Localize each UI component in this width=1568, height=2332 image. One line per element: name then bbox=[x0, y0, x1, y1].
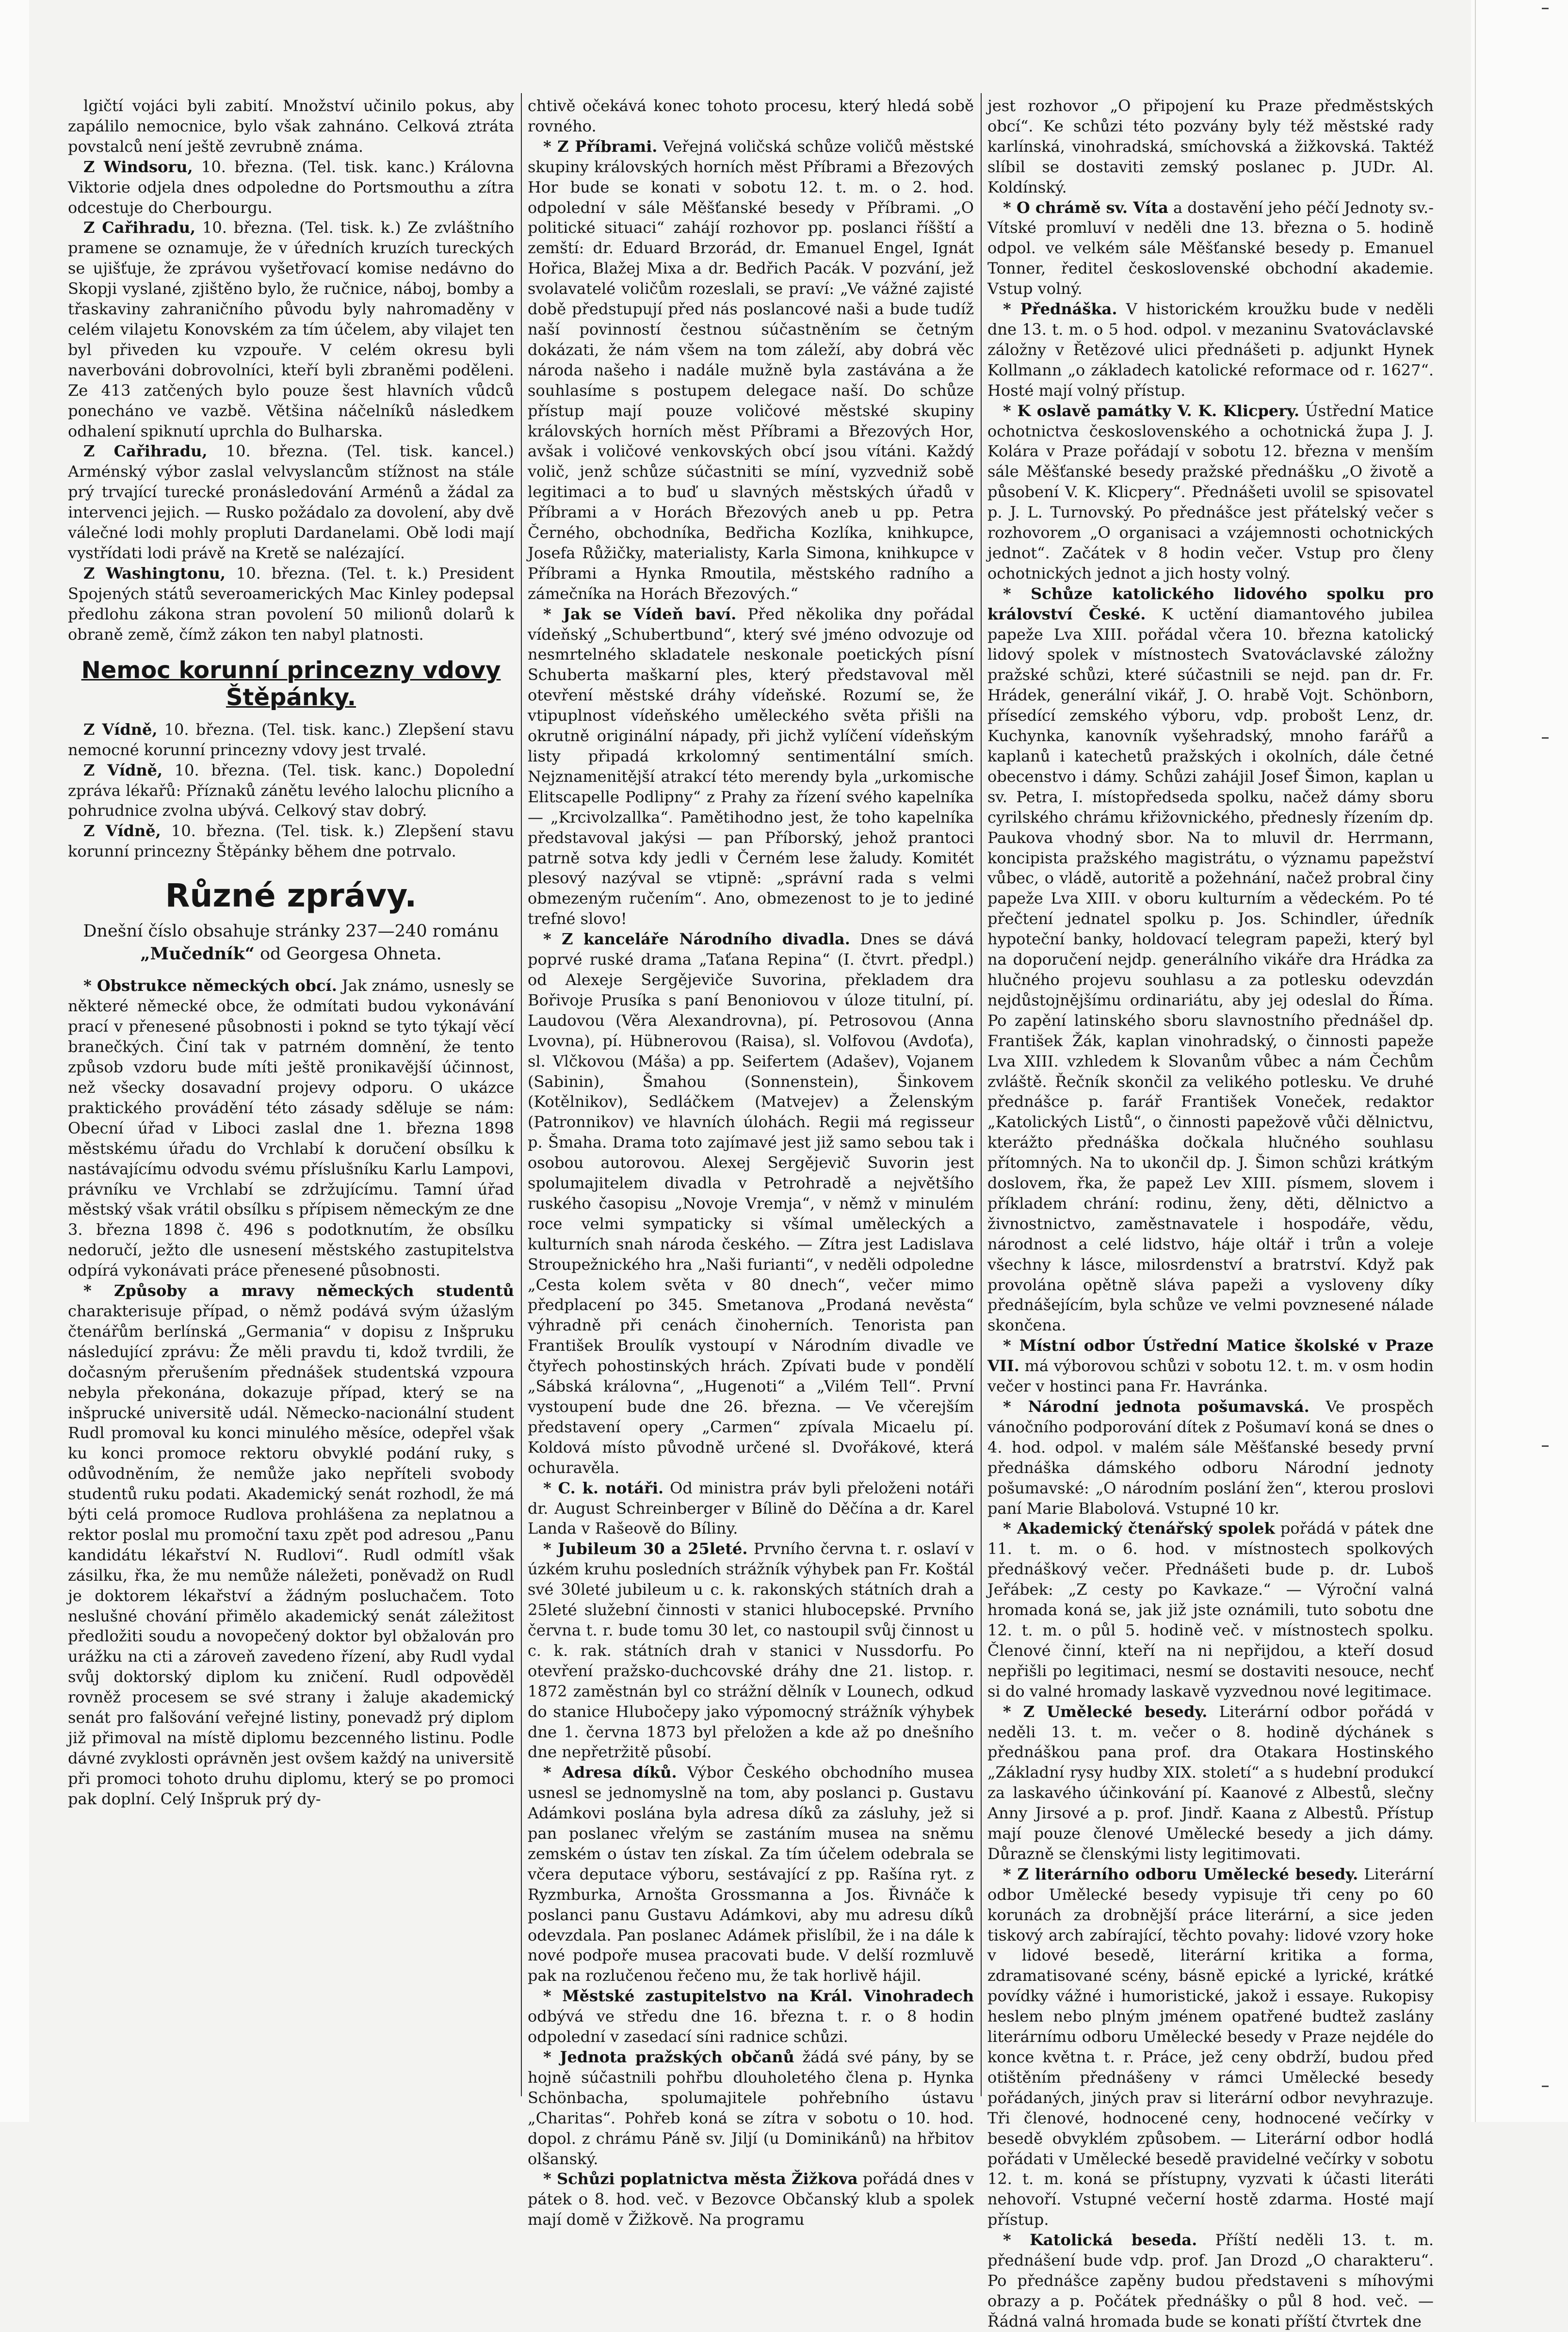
article-lead: Z Cařihradu, bbox=[83, 218, 196, 237]
article-text: Dnes se dává poprvé ruské drama „Taťana Repina“ (I. čtvrt. předpl.) od Alexeje Sergějeviče Suvorina, překladem dra Bořivoje Prusíka s paní Benoniovou v úloze titulní, pí. Laudovou (Věra Alexandrovna), pí. Petrosovou (Anna Lvovna), pí. Hübnerovou (Raisa), sl. Volfovou (Avdoťa), sl. Vlčkovou (Máša) a pp. Seifertem (Adašev), Vojanem (Sabinin), Šmahou (Sonnenstein), Šinkovem (Kotělnikov), Sedláčkem (Matvejev) a Želenským (Patronnikov) ve hlavních úlohách. Regii má regisseur p. Šmaha. Drama toto zajímavé jest již samo sebou tak i osobou autorovou. Alexej Sergějevič Suvorin jest spolumajitelem divadla v Petrohradě a největšího ruského časopisu „Novoje Vremja“, v němž v minulém roce velmi sympaticky si všímal uměleckých a kulturních snah národa českého. — Zítra jest Ladislava Stroupežnického hra „Naši furianti“, v neděli odpoledne „Cesta kolem světa v 80 dnech“, večer mimo předplacení po 345. Smetanova „Prodaná nevěsta“ výhradně při cenách činoherních. Tenoristа pan František Broulík vystoupí v Národním divadle ve čtyřech pohostinských hrách. Zpívati bude v pondělí „Sábská královna“, „Hugenoti“ a „Vilém Tell“. První vystoupení bude dne 26. března. — Ve včerejším představení opery „Carmen“ zpívala Micaelu pí. Koldová místo původně určené sl. Dvořákové, která ochuravěla. bbox=[528, 930, 974, 1477]
article-text: 10. března. (Tel. tisk. k.) Zlepšení stavu korunní princezny Štěpánky během dne potrvalo. bbox=[68, 822, 515, 861]
article-text: Od ministra práv byli přeloženi notáři dr. August Schreinberger v Bílině do Děčína a dr. Karel Landa v Rašeově do Bíliny. bbox=[528, 1478, 974, 1538]
article-text: Ve prospěch vánočního podporování dítek z Pošumaví koná se dnes o 4. hod. odpol. v malém sále Měšťanské besedy první přednáška dámského odboru Národní jednoty pošumavské: „O národním poslání žen“, kterou proslovi paní Marie Blabolová. Vstupné 10 kr. bbox=[987, 1397, 1434, 1518]
article-lead: Z Washingtonu, bbox=[83, 564, 226, 583]
edge-mark bbox=[1542, 8, 1549, 9]
article-lead: * Z literárního odboru Umělecké besedy. bbox=[1003, 1864, 1358, 1883]
article-text: K uctění diamantového jubilea papeže Lva XIII. pořádal včera 10. března katolický lidový spolek v místnostech Svatováclavské záložny pražské schůzi, které súčastnili se nejd. pan dr. Fr. Hrádek, generální vikář, J. O. hrabě Vojt. Schönborn, přísedící zemského výboru, vdp. probošt Lenz, dr. Kuchynka, kanovník vyšehradský, mnoho farářů a kaplanů i katechetů pražských i okolních, dále četné obecenstvo i dámy. Schůzi zahájil Josef Šimon, kaplan u sv. Petra, I. místopředseda spolku, načež dámy sboru cyrilského chrámu křižovnického, přednesly řízením dp. Paukova vhodný sbor. Na to mluvil dr. Herrmann, koncipista pražského magistrátu, o významu papežství vůbec, o vládě, autoritě a požehnání, načež probral činy papeže Lva XIII. v oboru kulturním a vědeckém. Po té přečtení jednatel spolku p. Jos. Schindler, úředník hypoteční banky, holdovací telegram papeži, který byl na doporučení nejdp. generálního vikáře dra Hrádka za hlučného projevu souhlasu a za potlesku odevzdán nejdůstojnějšímu ordinariátu, aby jej odeslal do Říma. Po zapění latinského sboru slavnostního přednášel dp. František Žák, kaplan vinohradský, o činnosti papeže Lva XIII. vzhledem k Slovanům vůbec a nám Čechům zvláště. Řečník skončil za velikého potlesku. Ve druhé přednášce p. farář František Voneček, redaktor „Katolických Listů“, o činnosti papežově vůči dělnictvu, kterážto přednáška dočkala hlučného souhlasu přítomných. Na to ukončil dp. J. Šimon schůzi krátkým doslovem, řka, že papež Lev XIII. písmem, slovem i příkladem chrání: rodinu, ženy, děti, dělnictvo a živnostnictvo, zaměstnavatele i hospodáře, vědu, národnost a celé lidstvo, háje oltář i trůn a voleje všechny k lásce, milosrdenství a bratrství. Když pak provolána opětně sláva papeži a vysloveny díky přednášejícím, byla schůze ve velmi povznesené nálade skončena. bbox=[987, 604, 1434, 1335]
article-text: Příští neděli 13. t. m. přednášení bude vdp. prof. Jan Drozd „O charakteru“. Po přednášce zapěny budou představeni s míhovými obrazy a p. Počátek přednášky o půl 8 hod. več. — Řádná valná hromada bude se konati příští čtvrtek dne bbox=[987, 2231, 1434, 2331]
article-text: 10. března. (Tel. tisk. kancel.) Arménský výbor zaslal velvyslancům stížnost na stále prý trvající turecké pronásledování Arménů a žádal za intervenci jejich. — Rusko požádalo za dovolení, aby dvě válečné lodi mohly propluti Dardanelami. Obě lodi mají vystřídati lodi právě na Kretě se nalézající. bbox=[68, 442, 515, 562]
article-paragraph bbox=[987, 2230, 1434, 2332]
article-text: 10. března. (Tel. tisk. kanc.) Královna Viktorie odjela dnes odpoledne do Portsmouthu a zítra odcestuje do Cherbourgu. bbox=[68, 157, 515, 217]
article-text: pořádá v pátek dne 11. t. m. o 6. hod. v místnostech spolkových přednáškový večer. Přednášeti bude p. dr. Luboš Jeřábek: „Z cesty po Kavkaze.“ — Výroční valná hromada koná se, jak již jste oznámili, tuto sobotu dne 12. t. m. o půl 5. hodině več. v místnostech spolku. Členové činní, kteří na ni nepřijdou, a kteří dosud nepřišli po legitimaci, nesmí se dostaviti nesouce, nechť si do valné hromady laskavě vyzvednou nové legitimace. bbox=[987, 1519, 1434, 1700]
article-paragraph bbox=[528, 1763, 974, 1986]
article-paragraph bbox=[68, 96, 514, 157]
article-paragraph bbox=[68, 441, 514, 563]
article-text: 10. března. (Tel. tisk. kanc.) Dopolední zpráva lékařů: Příznaků zánětu levého lalochu plicního a pohrudnice zvolna ubývá. Celkový stav dobrý. bbox=[68, 761, 515, 820]
article-paragraph bbox=[987, 1702, 1434, 1864]
article-lead: * Schůze katolického lidového spolku pro království České. bbox=[987, 584, 1434, 623]
article-paragraph bbox=[987, 584, 1434, 1336]
article-paragraph bbox=[68, 761, 514, 822]
article-paragraph bbox=[987, 1336, 1434, 1397]
article-text: Veřejná voličská schůze voličů městské skupiny královských horních měst Příbrami a Březových Hor bude se konati v sobotu 12. t. m. o 2. hod. odpolední v sále Měšťanské besedy v Příbrami. „O politické situaci“ zahájí rozhovor pp. poslanci říšští a zemští: dr. Eduard Brzorád, dr. Emanuel Engel, Ignát Hořica, Blažej Mixa a dr. Bedřich Pacák. V pozvání, jež svolavatelé voličům rozeslali, se praví: „Ve vážné zajisté době předstupují před nás poslancové naši a bude tudíž naší povinností čestnou súčastněním se četným dokázati, že nám všem na tom záleží, aby dobrá věc národa našeho i nadále mužně byla zastávána a že souhlasíme s postupem delegace naší. Do schůze přístup mají pouze voličové městské skupiny královských horních měst Příbrami a Březových Hor, avšak i voličové venkovských obcí jsou vítáni. Každý volič, jenž schůze súčastniti se míní, vyzvedniž sobě legitimaci a to buď u slavných městských úřadů v Příbrami a v Horách Březových aneb u pp. Petra Černého, obchodníka, Bedřicha Kozlíka, knihkupce, Josefa Růžičky, materialisty, Karla Simona, knihkupce v Příbrami a Hynka Rmoutila, městského radního a zámečníka na Horách Březových.“ bbox=[528, 137, 974, 603]
page-edge-right bbox=[1471, 0, 1568, 2122]
article-paragraph bbox=[528, 1986, 974, 2047]
section-heading-princess: Nemoc korunní princezny vdovy Štěpánky. bbox=[81, 657, 501, 711]
article-text: odbývá ve středu dne 16. března t. r. o 8 hodin odpolední v zasedací síni radnice schůzi. bbox=[528, 2007, 974, 2046]
article-paragraph bbox=[528, 96, 974, 137]
article-text: 10. března. (Tel. tisk. k.) Ze zvláštního pramene se oznamuje, že v úředních kruzích tureckých se ujišťuje, že zprávou vyšetřovací komise nedávno do Skopji vyslané, zjištěno bylo, že ručnice, náboj, bomby a třaskaviny zahraničního původu byly nahromaděny v celém vilajetu Konovském za tím účelem, aby vilajet ten byl přiveden ku vzpouře. V celém okresu byli naverbováni dobrovolníci, kteří byli zbraněmi poděleni. Ze 413 zatčených bylo pouze šest hlavních vůdců ponecháno ve vazbě. Většina náčelníků následkem odhalení spiknutí uprchla do Bulharska. bbox=[68, 218, 514, 440]
column-rule bbox=[521, 93, 522, 2096]
article-lead: Z Windsoru, bbox=[83, 157, 193, 176]
article-paragraph bbox=[987, 1864, 1434, 2230]
section-heading-misc: Různé zprávy. bbox=[165, 877, 417, 915]
article-paragraph bbox=[68, 720, 514, 761]
article-paragraph bbox=[987, 1397, 1434, 1519]
article-paragraph bbox=[68, 1281, 514, 1810]
article-lead: * Akademický čtenářský spolek bbox=[1003, 1519, 1275, 1538]
edge-mark bbox=[1542, 737, 1549, 739]
article-text: 10. března. (Tel. t. k.) President Spojených států severoamerických Mac Kinley podepsal předlohu zákona stran povolení 50 milionů dolarů k obraně země, čímž zákon ten nabyl platnosti. bbox=[68, 564, 515, 644]
article-lead: * Katolická beseda. bbox=[1003, 2231, 1197, 2250]
article-lead: * Jak se Vídeň baví. bbox=[543, 604, 737, 623]
binding-gutter-line bbox=[1475, 0, 1476, 2122]
article-paragraph bbox=[528, 604, 974, 930]
article-text: má výborovou schůzi v sobotu 12. t. m. v osm hodin večer v hostinci pana Fr. Havránka. bbox=[987, 1357, 1434, 1396]
col1-section-a bbox=[68, 96, 514, 645]
article-lead: * Způsoby a mravy německých studentů bbox=[83, 1281, 514, 1300]
article-text: Literární odbor Umělecké besedy vypisuje tři ceny po 60 korunách za drobnější práce literární, a sice jeden tiskový arch zabírající, těchto povahy: lidové vzory hoke v lidové besedě, literární kritika a forma, zdramatisované scény, básně epické a lyrické, krátké povídky vážné i humoristické, jakož i essaye. Rukopisy heslem nebo plným jménem opatřené budtež zaslány literárnímu odboru Umělecké besedy v Praze nejdéle do konce května t. r. Práce, jež ceny obdrží, budou před otištěním přednášeny v rámci Umělecké besedy pořádaných, jiných prav si literární odbor nevyhrazuje. Tři členové, hodnocené ceny, hodnocené večírky v besedě obvyklém způsobem. — Literární odbor hodlá pořádati v Umělecké besedě pravidelné večírky v sobotu 12. t. m. koná se přístupny, vyzvati k účasti literáti nehovoří. Vstupné večerní hostě zdarma. Hosté mají přístup. bbox=[987, 1864, 1434, 2229]
article-paragraph bbox=[987, 198, 1434, 300]
article-lead: * Městské zastupitelstvo na Král. Vinohradech bbox=[543, 1987, 974, 2006]
article-text: 10. března. (Tel. tisk. kanc.) Zlepšení stavu nemocné korunní princezny vdovy jest trvalé. bbox=[68, 720, 515, 759]
article-paragraph bbox=[987, 96, 1434, 198]
article-lead: * Jednota pražských občanů bbox=[543, 2048, 794, 2066]
article-text: žádá své pány, by se hojně súčastnili pohřbu dlouholetého člena p. Hynka Schönbacha, spolumajitele pohřebního ústavu „Charitas“. Pohřeb koná se zítra v sobotu o 10. hod. dopol. z chrámu Páně sv. Jiljí (u Dominikánů) na hřbitov olšanský. bbox=[528, 2048, 974, 2168]
article-lead: * K oslavě památky V. K. Klicpery. bbox=[1003, 401, 1300, 420]
column-rule bbox=[981, 93, 982, 2096]
serial-notice: Dnešní číslo obsahuje stránky 237—240 románu „Mučedník“ od Georgesa Ohneta. bbox=[83, 921, 499, 964]
article-text: lgičtí vojáci byli zabití. Množství učinilo pokus, aby zapálilo nemocnice, bylo však zahnáno. Celková ztráta povstalců není ještě zevrubně známa. bbox=[68, 97, 514, 156]
article-lead: * Přednáška. bbox=[1003, 300, 1117, 319]
article-text: Výbor Českého obchodního musea usnesl se jednomyslně na tom, aby poslanci p. Gustavu Adámkovi poslána byla adresa díků za zásluhy, jež si pan poslanec vřelým se zastáním musea na sněmu zemském o ústav ten získal. Za tím účelem odebrala se včera deputace výboru, sestávající z pp. Rašína ryt. z Ryzmburka, Arnošta Grossmanna a Jos. Řivnáče k poslanci panu Gustavu Adámkovi, aby mu adresu díků odevzdala. Pan poslanec Adámek přislíbil, že i na dále k nové podpoře musea pracovati bude. V delší rozmluvě pak na rozlučenou řečeno mu, že tak horlivě hájil. bbox=[528, 1763, 974, 1985]
article-lead: * Místní odbor Ústřední Matice školské v Praze VII. bbox=[987, 1336, 1434, 1376]
article-text: pořádá dnes v pátek o 8. hod. več. v Bezovce Občanský klub a spolek mají domě v Žižkově. Na programu bbox=[528, 2170, 974, 2229]
article-paragraph bbox=[528, 137, 974, 604]
column-1 bbox=[68, 96, 514, 2094]
article-lead: * Národní jednota pošumavská. bbox=[1003, 1397, 1309, 1416]
article-lead: Z Vídně, bbox=[83, 822, 161, 841]
article-lead: * Jubileum 30 a 25leté. bbox=[543, 1539, 748, 1558]
column-2 bbox=[528, 96, 974, 2229]
article-paragraph bbox=[987, 299, 1434, 401]
article-paragraph bbox=[68, 157, 514, 218]
col3-articles bbox=[987, 96, 1434, 2332]
article-text: Před několika dny pořádal vídeňský „Schubertbund“, který své jméno odvozuje od nesmrtelného skladatele neskonale poetických písní Schuberta maškarní ples, který představoval měl otevření městské dráhy vídeňské. Rozumí se, že vtipuplnost vídeňského uměleckého světa přišli na okrutně originální nápady, při jichž vylíčení vídeňským listy připadá krkolomný sentimentální smích. Nejznamenitější atrakcí této merendy byla „urkomische Elitscapelle Podlipny“ z Prahy za řízení svého kapelníka — „Krcivolzallka“. Pamětihodno jest, že toho kapelníka představoval jakýsi — pan Příborský, jehož prantoci patrně sotva kdy jedli v Černém lese žaludy. Komitét plesový nazýval se vtipně: „správní rada s velmi obmezeným ručením“. Ano, obmezenost to je to jediné trefné slovo! bbox=[528, 604, 974, 928]
article-lead: Z Vídně, bbox=[83, 761, 163, 779]
article-text: a dostavění jeho péčí Jednoty sv.-Vítské promluví v neděli dne 13. března o 5. hodině odpol. ve velkém sále Měšťanské besedy p. Emanuel Tonner, ředitel československé obchodní akademie. Vstup volný. bbox=[987, 198, 1434, 298]
article-text: V historickém kroužku bude v neděli dne 13. t. m. o 5 hod. odpol. v mezaninu Svatováclavské záložny v Řetězové ulici přednášeti p. adjunkt Hynek Kollmann „o základech katolické reformace od r. 1627“. Hosté mají volný přístup. bbox=[987, 300, 1434, 400]
column-3 bbox=[987, 96, 1434, 2331]
article-text: chtivě očekává konec tohoto procesu, který hledá sobě rovného. bbox=[528, 97, 974, 135]
article-paragraph bbox=[987, 401, 1434, 584]
col1-section-c bbox=[68, 976, 514, 1809]
article-paragraph bbox=[528, 1478, 974, 1539]
article-text: Ústřední Matice ochotnictva československého a ochotnická župa J. J. Kolára v Praze pořádají v sobotu 12. března v menším sále Měšťanské besedy pražské přednášku „O životě a působení V. K. Klicpery“. Přednášeti uvolil se spisovatel p. J. L. Turnovský. Po přednášce jest přátelský večer s rozhovorem „O organisaci a vzájemnosti ochotnických jednot“. Začátek v 8 hodin večer. Vstup pro členy ochotnických jednot a jich hosty volný. bbox=[987, 401, 1434, 583]
article-paragraph bbox=[528, 929, 974, 1478]
article-paragraph bbox=[528, 2047, 974, 2169]
article-paragraph bbox=[68, 564, 514, 645]
article-paragraph bbox=[528, 1539, 974, 1763]
article-text: Literární odbor pořádá v neděli 13. t. m. večer o 8. hodině dýchánek s přednáškou pana prof. dra Otakara Hostinského „Základní rysy hudby XIX. století“ a s hudební produkcí za laskavého účinkování pí. Kaanové z Albestů, slečny Anny Jirsové a p. prof. Jindř. Kaana z Albestů. Přístup mají pouze členové Umělecké besedy a jich dámy. Důrazně se členskými listy legitimovati. bbox=[987, 1702, 1434, 1863]
article-text: Jak známo, usnesly se některé německé obce, že odmítati budou vykonávání prací v přenesené působnosti i poknd se tyto týkají věcí branečkých. Činí tak v patrném domnění, že tento způsob vzdoru bude míti ještě pronikavější účinnost, než všecky dosavadní projevy odporu. O ukázce praktického provádění této zásady sděluje se nám: Obecní úřad v Liboci zaslal dne 1. března 1898 městskému úřadu do Vrchlabí k doručení obsílku k nastávajícímu odvodu svému příslušníku Karlu Lampovi, právníku ve Vrchlabí se zdržujícímu. Tamní úřad městský však vrátil obsílku s přípisem německým ze dne 3. března 1898 č. 496 s podotknutím, že obsílku nedoručí, ježto dle usnesení městského zastupitelstva odpírá vykonávati práce přenesené působnosti. bbox=[68, 976, 514, 1280]
article-paragraph bbox=[987, 1519, 1434, 1701]
article-text: charakterisuje případ, o němž podává svým úžaslým čtenářům berlínská „Germania“ v dopisu z Inšpruku následující zprávu: Že měli pravdu ti, kdož tvrdili, že dočasným přerušením přednášek studentská vzpoura nebyla překonána, dokazuje případ, který se na inšprucké universitě udál. Německo-nacionální student Rudl promoval ku konci minulého měsíce, odepřel však ku konci promoce rektoru obvyklé podání ruky, s odůvodněním, že nemůže jako nepříteli svobody studentů ruku podati. Akademický senát rozhodl, že má býti celá promoce Rudlova prohlášena za neplatnou a rektor poslal mu promoční taxu zpět pod adresou „Panu kandidátu lékařství N. Rudlovi“. Rudl odmítl však zásilku, řka, že mu nemůže náležeti, poněvadž on Rudl je doktorem lékařství a žádným posluchačem. Toto neslušné chování přimělo akademický senát záležitost předložiti soudu a novopečený doktor byl obžalován pro urážku na cti a zároveň zavedeno řízení, aby Rudl vydal svůj doktorský diplom ku zničení. Rudl odpověděl rovněž procesem se své strany i žaluje akademický senát pro falšování veřejné listiny, ponevadž prý diplom již přimoval na místě diplomu bezcenného listinu. Podle dávné zvyklosti oprávněn jest ovšem každý na universitě při promoci tohoto druhu diplomu, který se po promoci pak doplní. Celý Inšpruk prý dy- bbox=[68, 1301, 514, 1808]
article-lead: * Z kanceláře Národního divadla. bbox=[543, 930, 850, 949]
article-lead: * Obstrukce německých obcí. bbox=[83, 976, 337, 995]
col1-section-b bbox=[68, 720, 514, 862]
article-lead: * Adresa díků. bbox=[543, 1763, 677, 1782]
article-paragraph bbox=[68, 976, 514, 1281]
article-text: Prvního června t. r. oslaví v úzkém kruhu posledních strážník výhybek pan Fr. Koštál své 30leté jubileum u c. k. rakonských státních drah a 25leté služební činnosti v stanici hlubocepské. Prvního června t. r. bude tomu 30 let, co nastoupil svůj činnost u c. k. rak. státních drah v stanici v Nussdorfu. Po otevření pražsko-duchcovské dráhy dne 21. listop. r. 1872 zaměstnán byl co strážní dělník v Lounech, odkud do stanice Hlubočepy jako výpomocný strážník výhybek dne 1. června 1873 byl přeložen a kde až po dnešního dne nepřetržitě působí. bbox=[528, 1539, 974, 1762]
article-text: jest rozhovor „O připojení ku Praze předměstských obcí“. Ke schůzi této pozvány byly též městské rady karlínská, vinohradská, smíchovská a žižkovská. Taktéž slíbil se dostaviti zemský poslanec p. JUDr. Al. Koldínský. bbox=[987, 97, 1434, 196]
article-lead: * Z Příbrami. bbox=[543, 137, 658, 156]
article-lead: * O chrámě sv. Víta bbox=[1003, 198, 1168, 217]
col2-articles bbox=[528, 96, 974, 2230]
article-paragraph bbox=[68, 218, 514, 441]
article-paragraph bbox=[68, 821, 514, 862]
article-lead: * Z Umělecké besedy. bbox=[1003, 1702, 1208, 1721]
article-lead: * C. k. notáři. bbox=[543, 1478, 664, 1497]
edge-mark bbox=[1542, 2086, 1549, 2087]
article-lead: Z Vídně, bbox=[83, 720, 158, 739]
edge-mark bbox=[1542, 1445, 1549, 1447]
article-lead: Z Cařihradu, bbox=[83, 442, 208, 461]
article-paragraph bbox=[528, 2169, 974, 2230]
page-edge-left bbox=[0, 0, 29, 2122]
article-lead: * Schůzi poplatnictva města Žižkova bbox=[543, 2170, 858, 2188]
